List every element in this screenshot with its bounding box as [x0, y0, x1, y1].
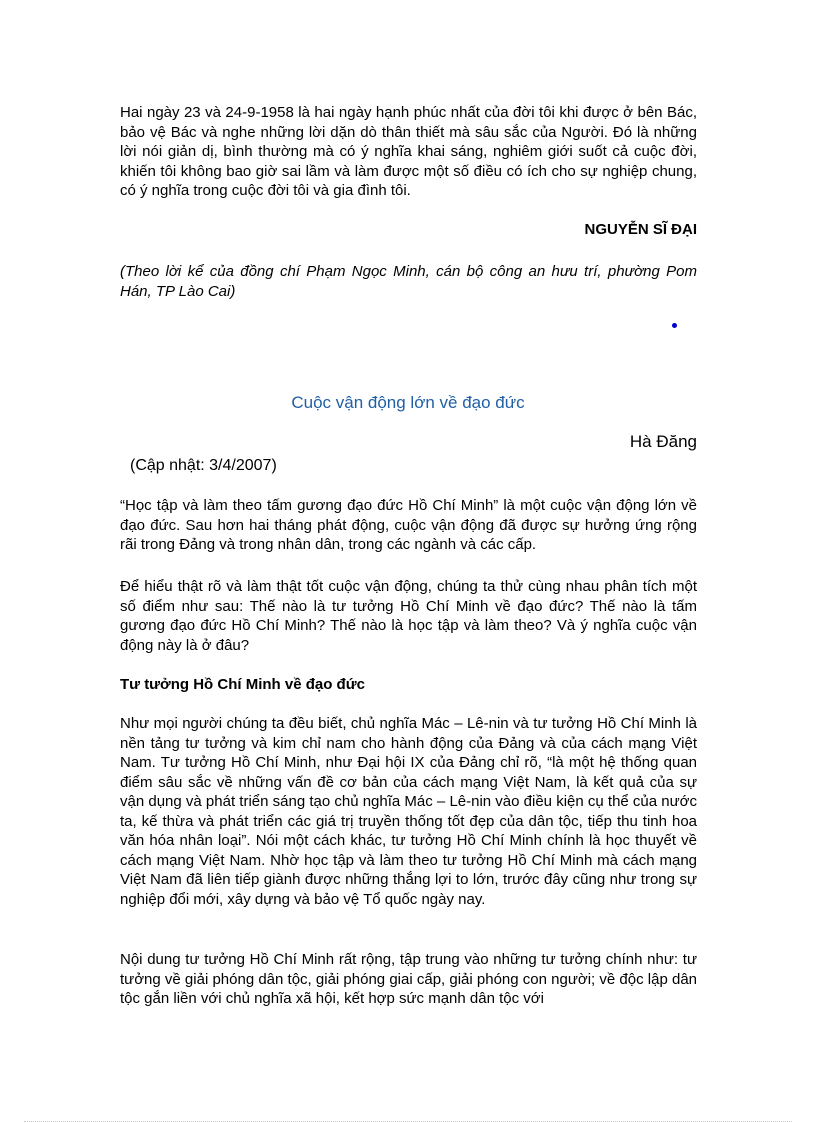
article-updated-date: (Cập nhật: 3/4/2007): [130, 457, 277, 474]
previous-article-source-note: (Theo lời kể của đồng chí Phạm Ngọc Minh, cán bộ công an hưu trí, phường Pom Hán, TP Lào Cai): [120, 263, 697, 300]
article-paragraph-2: Để hiểu thật rõ và làm thật tốt cuộc vận động, chúng ta thử cùng nhau phân tích một số điểm như sau: Thế nào là tư tưởng Hồ Chí Minh về đạo đức? Thế nào là tấm gương đạo đức Hồ Chí Minh? Thế nào là học tập và làm theo? Và ý nghĩa cuộc vận động này là ở đâu?: [120, 578, 697, 654]
article-paragraph-3: Như mọi người chúng ta đều biết, chủ nghĩa Mác – Lê-nin và tư tưởng Hồ Chí Minh là nền tảng tư tưởng và kim chỉ nam cho hành động của Đảng và của cách mạng Việt Nam. Tư tưởng Hồ Chí Minh, như Đại hội IX của Đảng chỉ rõ, “là một hệ thống quan điểm sâu sắc về những vấn đề cơ bản của cách mạng Việt Nam, là kết quả của sự vận dụng và phát triển sáng tạo chủ nghĩa Mác – Lê-nin vào điều kiện cụ thể của nước ta, kế thừa và phát triển các giá trị truyền thống tốt đẹp của dân tộc, tiếp thu tinh hoa văn hóa nhân loại”. Nói một cách khác, tư tưởng Hồ Chí Minh chính là học thuyết về cách mạng Việt Nam. Nhờ học tập và làm theo tư tưởng Hồ Chí Minh mà cách mạng Việt Nam đã liên tiếp giành được những thắng lợi to lớn, trước đây cũng như trong sự nghiệp đổi mới, xây dựng và bảo vệ Tổ quốc ngày nay.: [120, 715, 697, 908]
article-paragraph-4: Nội dung tư tưởng Hồ Chí Minh rất rộng, tập trung vào những tư tưởng chính như: tư tưởng về giải phóng dân tộc, giải phóng giai cấp, giải phóng con người; về độc lập dân tộc gắn liền với chủ nghĩa xã hội, kết hợp sức mạnh dân tộc với: [120, 951, 697, 1007]
page-bottom-divider: [24, 1121, 792, 1122]
article-paragraph-1: “Học tập và làm theo tấm gương đạo đức Hồ Chí Minh” là một cuộc vận động lớn về đạo đức. Sau hơn hai tháng phát động, cuộc vận động đã được sự hưởng ứng rộng rãi trong Đảng và trong nhân dân, trong các ngành và các cấp.: [120, 497, 697, 553]
article-author: Hà Đăng: [629, 432, 697, 451]
intro-paragraph: Hai ngày 23 và 24-9-1958 là hai ngày hạnh phúc nhất của đời tôi khi được ở bên Bác, bảo vệ Bác và nghe những lời dặn dò thân thiết mà sâu sắc của Người. Đó là những lời nói giản dị, bình thường mà có ý nghĩa khai sáng, nghiêm giới suốt cả cuộc đời, khiến tôi không bao giờ sai lầm và làm được một số điều có ích cho sự nghiệp chung, có ý nghĩa trong cuộc đời tôi và gia đình tôi.: [120, 104, 697, 199]
bullet-dot-icon: [672, 323, 677, 328]
previous-article-author: NGUYỄN SĨ ĐẠI: [584, 221, 697, 238]
section-heading: Tư tưởng Hồ Chí Minh về đạo đức: [120, 676, 365, 693]
article-title: Cuộc vận động lớn về đạo đức: [291, 393, 525, 412]
